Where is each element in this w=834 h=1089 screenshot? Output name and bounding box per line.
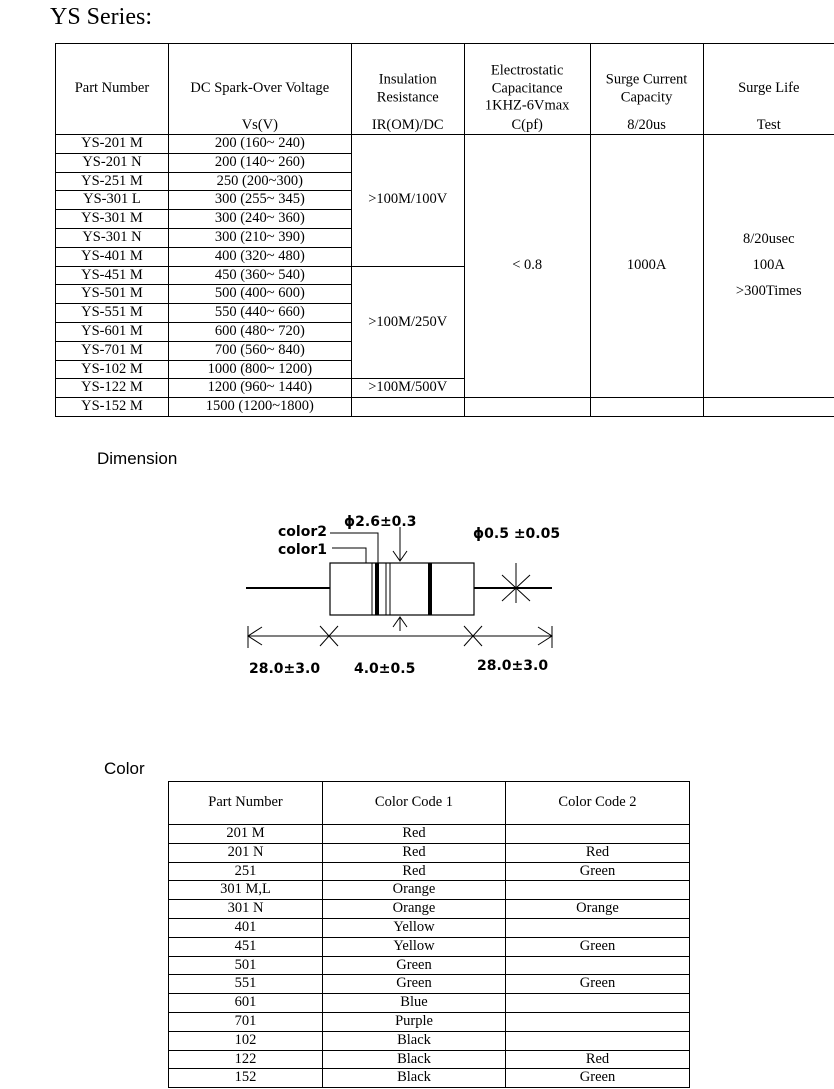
insulation-cell: >100M/500V <box>351 379 464 398</box>
part-number-cell: YS-152 M <box>56 398 169 417</box>
color-row <box>169 825 690 844</box>
voltage-cell: 500 (400~ 600) <box>168 285 351 304</box>
voltage-cell: 700 (560~ 840) <box>168 341 351 360</box>
color-part-cell: 201 M <box>169 825 323 844</box>
empty-cell <box>590 398 703 417</box>
color-code1-cell: Black <box>323 1050 506 1069</box>
body-length: 4.0±0.5 <box>354 661 416 677</box>
color-part-cell: 301 M,L <box>169 881 323 900</box>
body-diameter-label: ϕ2.6±0.3 <box>344 514 417 530</box>
capacitance-cell: < 0.8 <box>464 135 590 398</box>
color-code1-cell: Red <box>323 862 506 881</box>
spec-header-row <box>56 44 834 135</box>
spec-header-title: Insulation Resistance <box>376 71 439 105</box>
voltage-cell: 300 (240~ 360) <box>168 210 351 229</box>
color-code2-cell: Green <box>506 1069 690 1088</box>
color-row <box>169 1031 690 1050</box>
color-row <box>169 918 690 937</box>
part-number-cell: YS-301 M <box>56 210 169 229</box>
insulation-cell: >100M/250V <box>351 266 464 379</box>
page-title: YS Series: <box>50 4 152 30</box>
color1-leader <box>332 548 366 563</box>
spec-header-unit: 8/20us <box>627 117 666 133</box>
color-part-cell: 301 N <box>169 900 323 919</box>
spec-header-cell <box>590 44 703 135</box>
color-part-cell: 551 <box>169 975 323 994</box>
color-part-cell: 251 <box>169 862 323 881</box>
color-part-cell: 501 <box>169 956 323 975</box>
part-number-cell: YS-601 M <box>56 322 169 341</box>
color-code1-cell: Orange <box>323 881 506 900</box>
color-code1-cell: Yellow <box>323 937 506 956</box>
component-body <box>330 563 474 615</box>
color-code1-cell: Yellow <box>323 918 506 937</box>
color-header-cell: Part Number <box>169 782 323 825</box>
dimension-label: Dimension <box>97 449 178 468</box>
color-part-cell: 401 <box>169 918 323 937</box>
color1-band <box>375 563 379 615</box>
color-code1-cell: Orange <box>323 900 506 919</box>
part-number-cell: YS-551 M <box>56 304 169 323</box>
color-part-cell: 201 N <box>169 843 323 862</box>
spec-header-cell <box>168 44 351 135</box>
color-part-cell: 152 <box>169 1069 323 1088</box>
voltage-cell: 300 (255~ 345) <box>168 191 351 210</box>
spec-header-cell <box>703 44 834 135</box>
color-code2-cell: Green <box>506 937 690 956</box>
color-code1-cell: Green <box>323 975 506 994</box>
color-code2-cell: Green <box>506 975 690 994</box>
color-code1-cell: Blue <box>323 994 506 1013</box>
surge-life-line: >300Times <box>735 283 802 300</box>
color-code1-cell: Red <box>323 843 506 862</box>
color-code2-cell <box>506 994 690 1013</box>
spec-header-cell <box>56 44 169 135</box>
color-row <box>169 937 690 956</box>
empty-cell <box>351 398 464 417</box>
voltage-cell: 1200 (960~ 1440) <box>168 379 351 398</box>
color-code2-cell <box>506 825 690 844</box>
part-number-cell: YS-451 M <box>56 266 169 285</box>
color1-label: color1 <box>278 542 327 558</box>
color-table <box>168 781 690 1088</box>
part-number-cell: YS-401 M <box>56 247 169 266</box>
spec-header-cell <box>464 44 590 135</box>
color-row <box>169 1012 690 1031</box>
part-number-cell: YS-701 M <box>56 341 169 360</box>
voltage-cell: 550 (440~ 660) <box>168 304 351 323</box>
spec-header-unit: Vs(V) <box>241 117 278 133</box>
empty-cell <box>464 398 590 417</box>
part-number-cell: YS-501 M <box>56 285 169 304</box>
voltage-cell: 1000 (800~ 1200) <box>168 360 351 379</box>
spec-header-unit: IR(OM)/DC <box>371 117 444 133</box>
color-row <box>169 900 690 919</box>
spec-header-cell <box>351 44 464 135</box>
color-row <box>169 843 690 862</box>
color-row <box>169 994 690 1013</box>
voltage-cell: 400 (320~ 480) <box>168 247 351 266</box>
voltage-cell: 600 (480~ 720) <box>168 322 351 341</box>
color-code1-cell: Black <box>323 1069 506 1088</box>
part-number-cell: YS-102 M <box>56 360 169 379</box>
voltage-cell: 300 (210~ 390) <box>168 228 351 247</box>
voltage-cell: 250 (200~300) <box>168 172 351 191</box>
spec-header-unit: C(pf) <box>511 117 543 133</box>
part-number-cell: YS-301 L <box>56 191 169 210</box>
spec-row <box>56 398 834 417</box>
spec-header-title: Part Number <box>74 80 150 97</box>
spec-header-title: DC Spark-Over Voltage <box>190 80 330 97</box>
color-part-cell: 122 <box>169 1050 323 1069</box>
color-row <box>169 1069 690 1088</box>
insulation-cell: >100M/100V <box>351 135 464 267</box>
voltage-cell: 1500 (1200~1800) <box>168 398 351 417</box>
color-code1-cell: Black <box>323 1031 506 1050</box>
color-code2-cell <box>506 1012 690 1031</box>
spec-header-title: Surge Current Capacity <box>605 71 688 105</box>
color-code2-cell <box>506 881 690 900</box>
spec-header-unit: Test <box>756 117 781 133</box>
voltage-cell: 200 (160~ 240) <box>168 135 351 154</box>
color-part-cell: 601 <box>169 994 323 1013</box>
color-header-cell: Color Code 1 <box>323 782 506 825</box>
color-code2-cell <box>506 956 690 975</box>
color-row <box>169 881 690 900</box>
color-header-row <box>169 782 690 825</box>
color-code2-cell: Red <box>506 843 690 862</box>
lead-left-length: 28.0±3.0 <box>249 661 321 677</box>
lead-right-length: 28.0±3.0 <box>477 658 549 674</box>
color-row <box>169 862 690 881</box>
part-number-cell: YS-251 M <box>56 172 169 191</box>
part-number-cell: YS-201 N <box>56 153 169 172</box>
lead-diameter-label: ϕ0.5 ±0.05 <box>473 526 561 542</box>
color-code1-cell: Green <box>323 956 506 975</box>
empty-cell <box>703 398 834 417</box>
color-part-cell: 701 <box>169 1012 323 1031</box>
color-label: Color <box>104 759 145 778</box>
color2-band <box>428 563 432 615</box>
surge-current-cell: 1000A <box>590 135 703 398</box>
spec-row <box>56 135 834 154</box>
color-code1-cell: Purple <box>323 1012 506 1031</box>
spec-table <box>55 43 834 417</box>
part-number-cell: YS-201 M <box>56 135 169 154</box>
spec-header-title: Electrostatic Capacitance 1KHZ-6Vmax <box>484 62 570 114</box>
color-code2-cell <box>506 918 690 937</box>
color-header-cell: Color Code 2 <box>506 782 690 825</box>
surge-life-line: 100A <box>752 257 785 274</box>
voltage-cell: 200 (140~ 260) <box>168 153 351 172</box>
color-part-cell: 102 <box>169 1031 323 1050</box>
voltage-cell: 450 (360~ 540) <box>168 266 351 285</box>
color2-label: color2 <box>278 524 327 540</box>
spec-header-title: Surge Life <box>738 80 800 97</box>
color-code2-cell <box>506 1031 690 1050</box>
color-row <box>169 975 690 994</box>
color-row <box>169 1050 690 1069</box>
color-code1-cell: Red <box>323 825 506 844</box>
surge-life-line: 8/20usec <box>742 231 795 248</box>
color-code2-cell: Green <box>506 862 690 881</box>
part-number-cell: YS-301 N <box>56 228 169 247</box>
part-number-cell: YS-122 M <box>56 379 169 398</box>
color-code2-cell: Red <box>506 1050 690 1069</box>
surge-life-cell <box>703 135 834 398</box>
color-row <box>169 956 690 975</box>
color-code2-cell: Orange <box>506 900 690 919</box>
color-part-cell: 451 <box>169 937 323 956</box>
